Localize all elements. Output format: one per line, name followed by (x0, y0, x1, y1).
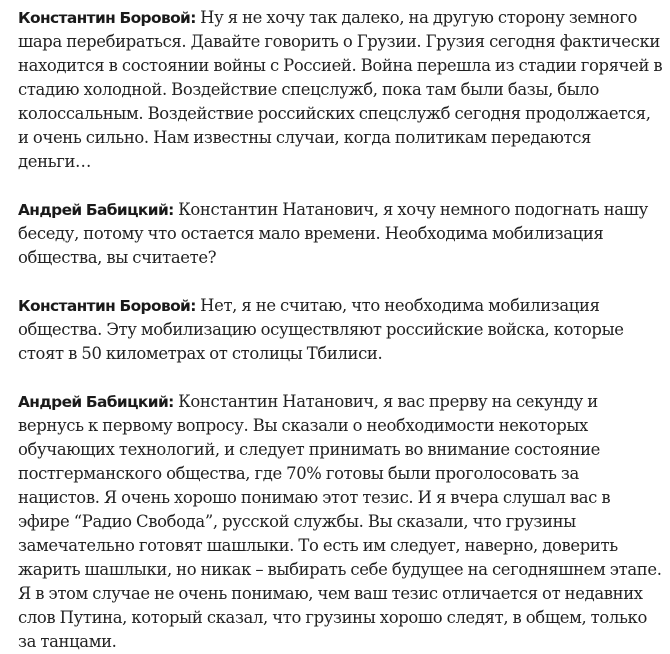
transcript-paragraph (18, 198, 664, 270)
speech-text: Ну я не хочу так далеко, на другую сторону земного шара перебираться. Давайте говорить о Грузии. Грузия сегодня фактически находится в состоянии войны с Россией. Война перешла из стадии горячей в стадию холодной. Воздействие спецслужб, пока там были базы, было колоссальным. Воздействие российских спецслужб сегодня продолжается, и очень сильно. Нам известны случаи, когда политикам передаются деньги… (18, 8, 663, 171)
transcript-paragraph (18, 294, 664, 366)
speaker-name: Андрей Бабицкий: (18, 393, 174, 411)
speaker-name: Константин Боровой: (18, 9, 196, 27)
transcript-paragraph (18, 390, 664, 654)
speech-text: Константин Натанович, я хочу немного подогнать нашу беседу, потому что остается мало времени. Необходима мобилизация общества, вы считаете? (18, 200, 648, 267)
transcript-paragraph (18, 6, 664, 174)
speech-text: Константин Натанович, я вас прерву на секунду и вернусь к первому вопросу. Вы сказали о необходимости некоторых обучающих технологий, и следует принимать во внимание состояние постгерманского общества, где 70% готовы были проголосовать за нацистов. Я очень хорошо понимаю этот тезис. И я вчера слушал вас в эфире “Радио Свобода”, русской службы. Вы сказали, что грузины замечательно готовят шашлыки. То есть им следует, наверно, доверить жарить шашлыки, но никак – выбирать себе будущее на сегодняшнем этапе. Я в этом случае не очень понимаю, чем ваш тезис отличается от недавних слов Путина, который сказал, что грузины хорошо следят, в общем, только за танцами. (18, 392, 662, 651)
speaker-name: Андрей Бабицкий: (18, 201, 174, 219)
speech-text: Нет, я не считаю, что необходима мобилизация общества. Эту мобилизацию осуществляют российские войска, которые стоят в 50 километрах от столицы Тбилиси. (18, 296, 624, 363)
speaker-name: Константин Боровой: (18, 297, 196, 315)
